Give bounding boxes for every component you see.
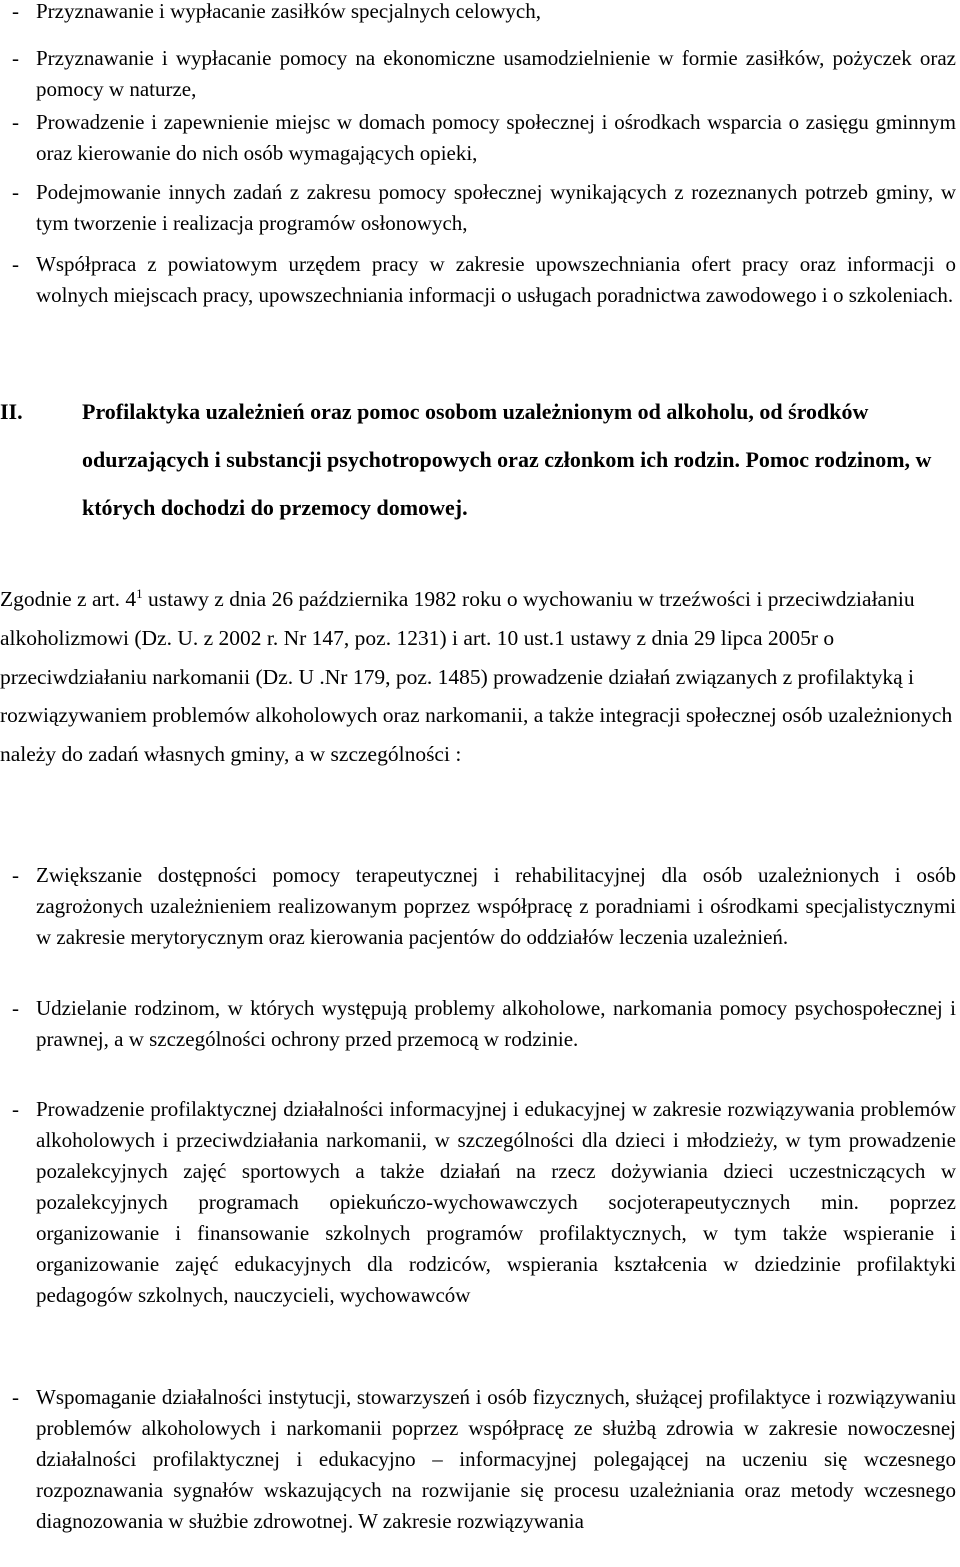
list-item-text: Zwiększanie dostępności pomocy terapeutycznej i rehabilitacyjnej dla osób uzależnionych i osób zagrożonych uzależnieniem realizowanym poprzez współpracę z poradniami i ośrodkami specjalistycznymi w zakresie merytorycznym oraz kierowania pacjentów do oddziałów leczenia uzależnień. [36,863,956,949]
list-item [12,177,956,239]
list-item [12,1094,956,1311]
bullet-dash: - [12,110,19,134]
list-item [12,107,956,169]
list-item [12,1382,956,1537]
bullet-dash: - [12,863,19,887]
bullet-dash: - [12,46,19,70]
list-item-text: Przyznawanie i wypłacanie pomocy na ekonomiczne usamodzielnienie w formie zasiłków, pożyczek oraz pomocy w naturze, [36,46,956,101]
list-item-text: Prowadzenie i zapewnienie miejsc w domach pomocy społecznej i ośrodkach wsparcia o zasięgu gminnym oraz kierowanie do nich osób wymagających opieki, [36,110,956,165]
list-item [12,993,956,1055]
bullet-dash: - [12,1097,19,1121]
superscript: 1 [136,586,143,601]
section-heading [0,388,960,532]
bullet-dash: - [12,0,19,23]
section-title: Profilaktyka uzależnień oraz pomoc osobom uzależnionym od alkoholu, od środków odurzających i substancji psychotropowych oraz członkom ich rodzin. Pomoc rodzinom, w których dochodzi do przemocy domowej. [82,399,932,520]
list-item [12,249,956,311]
list-item-text: Udzielanie rodzinom, w których występują problemy alkoholowe, narkomania pomocy psychospołecznej i prawnej, a w szczególności ochrony przed przemocą w rodzinie. [36,996,956,1051]
list-item-text: Wspomaganie działalności instytucji, stowarzyszeń i osób fizycznych, służącej profilaktyce i rozwiązywaniu problemów alkoholowych i narkomanii poprzez współpracę ze służbą zdrowia w zakresie nowoczesnej działalności profilaktycznej i edukacyjno – informacyjnej polegającej na uczeniu się wczesnego rozpoznawania sygnałów wskazujących na rozwijanie się procesu uzależniania oraz metody wczesnego diagnozowania w służbie zdrowotnej. W zakresie rozwiązywania [36,1385,956,1533]
list-item [12,860,956,953]
bullet-dash: - [12,1385,19,1409]
list-item-text: Prowadzenie profilaktycznej działalności informacyjnej i edukacyjnej w zakresie rozwiązywania problemów alkoholowych i przeciwdziałania narkomanii, w szczególności dla dzieci i młodzieży, w tym prowadzenie pozalekcyjnych zajęć sportowych a także działań na rzecz dożywiania dzieci uczestniczących w pozalekcyjnych programach opiekuńczo-wychowawczych socjoterapeutycznych min. poprzez organizowanie i finansowanie szkolnych programów profilaktycznych, w tym także wspieranie i organizowanie zajęć edukacyjnych dla rodziców, wspierania kształcenia w dziedzinie profilaktyki pedagogów szkolnych, nauczycieli, wychowawców [36,1097,956,1307]
list-item [12,0,956,27]
list-item-text: Podejmowanie innych zadań z zakresu pomocy społecznej wynikających z rozeznanych potrzeb gminy, w tym tworzenie i realizacja programów osłonowych, [36,180,956,235]
list-item [12,43,956,105]
list-item-text: Współpraca z powiatowym urzędem pracy w zakresie upowszechniania ofert pracy oraz informacji o wolnych miejscach pracy, upowszechniania informacji o usługach poradnictwa zawodowego i o szkoleniach. [36,252,956,307]
section-number: II. [0,399,23,424]
bullet-dash: - [12,180,19,204]
bullet-dash: - [12,996,19,1020]
bullet-dash: - [12,252,19,276]
list-item-text: Przyznawanie i wypłacanie zasiłków specjalnych celowych, [36,0,541,23]
intro-paragraph: Zgodnie z art. $4^1$ ustawy z dnia 26 października 1982 roku o wychowaniu w trzeźwości i przeciwdziałaniu alkoholizmowi (Dz. U. z 2002 r. Nr 147, poz. 1231) i art. 10 ust.1 ustawy z dnia 29 lipca 2005r o przeciwdziałaniu narkomanii (Dz. U .Nr 179, poz. 1485) prowadzenie działań związanych z profilaktyką i rozwiązywaniem problemów alkoholowych oraz narkomanii, a także integracji społecznej osób uzależnionych należy do zadań własnych gminy, a w szczególności : [0,586,953,767]
